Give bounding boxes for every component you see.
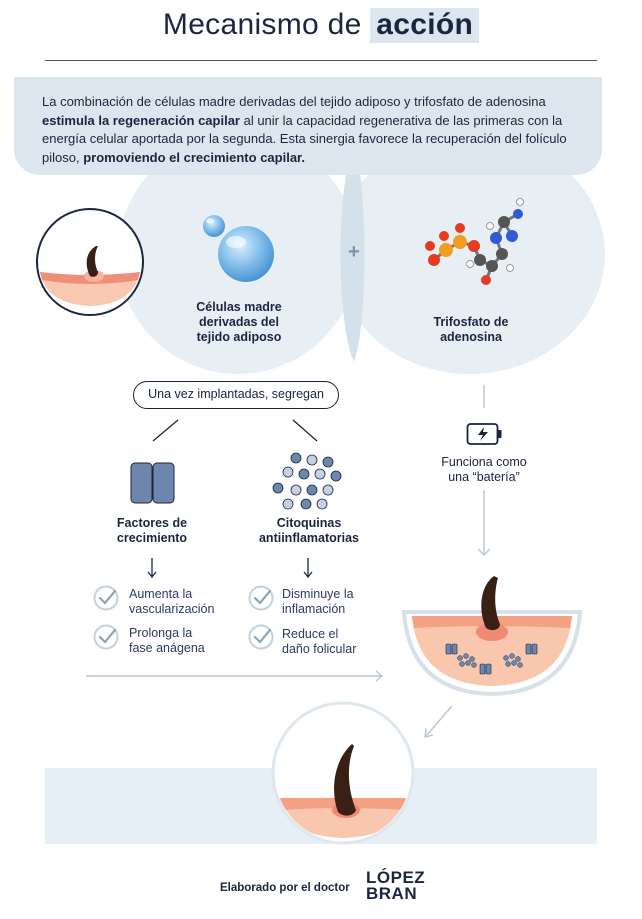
atp-label: [415, 315, 527, 345]
battery-label-line1: Funciona como: [441, 455, 527, 469]
check-icon: [248, 624, 274, 650]
hair-follicle-small-icon: [34, 206, 146, 318]
cells-label-line3: tejido adiposo: [196, 330, 282, 344]
growth-label-line2: crecimiento: [116, 531, 188, 545]
brand-logo: [366, 870, 425, 902]
effect-line1: Reduce el: [282, 627, 339, 641]
treated-scalp-icon: [398, 566, 586, 698]
growth-factors-icon: [130, 462, 176, 504]
battery-label: [430, 455, 538, 485]
cytokines-label-line2: antiinflamatorias: [258, 531, 360, 545]
cells-label-line2: derivadas del: [199, 315, 279, 329]
hair-follicle-result-icon: [270, 700, 416, 846]
effect-line1: Disminuye la: [282, 587, 354, 601]
effect-follicle-damage: [282, 627, 356, 657]
title-prefix: Mecanismo de: [162, 8, 362, 41]
check-icon: [93, 624, 119, 650]
logo-line1: LÓPEZ: [366, 868, 426, 887]
growth-label: [100, 516, 204, 546]
effect-line2: inflamación: [282, 602, 346, 616]
intro-panel: [14, 77, 602, 175]
atp-label-line2: adenosina: [440, 330, 502, 344]
cytokines-icon: [268, 452, 348, 510]
battery-label-line2: una “batería”: [448, 470, 520, 484]
intro-bold-2: promoviendo el crecimiento capilar.: [83, 149, 305, 165]
cytokines-label-line1: Citoquinas: [276, 516, 342, 530]
title-divider: [45, 60, 597, 61]
stem-cells-icon: [196, 210, 280, 286]
effect-vascularization: [129, 587, 214, 617]
check-icon: [248, 585, 274, 611]
atp-label-line1: Trifosfato de: [433, 315, 509, 329]
check-icon: [93, 585, 119, 611]
cells-label-line1: Células madre: [196, 300, 282, 314]
title-highlight: acción: [370, 8, 479, 43]
effect-line2: daño folicular: [282, 642, 357, 656]
logo-line2: BRAN: [366, 884, 418, 903]
intro-bold-1: estimula la regeneración capilar: [42, 112, 240, 128]
intro-text-1: La combinación de células madre derivadas del tejido adiposo y trifosfato de adenosina: [42, 94, 546, 109]
growth-label-line1: Factores de: [116, 516, 188, 530]
battery-icon: [466, 421, 504, 447]
secretion-pill: Una vez implantadas, segregan: [133, 381, 339, 409]
effect-line1: Prolonga la: [129, 626, 193, 640]
effect-anagen-phase: [129, 626, 205, 656]
intro-text-2: al unir la capacidad regenerativa de las primeras con la energía celular aportada por la segunda. Esta sinergia favorece la recuperación del folículo piloso,: [42, 112, 567, 165]
effect-line2: vascularización: [129, 602, 215, 616]
cells-label: [183, 300, 295, 345]
cytokines-label: [246, 516, 372, 546]
plus-sign: +: [348, 241, 360, 263]
effect-line2: fase anágena: [129, 641, 205, 655]
page-title: [0, 8, 642, 42]
footer-credit: Elaborado por el doctor: [220, 882, 350, 894]
effect-inflammation: [282, 587, 354, 617]
atp-molecule-icon: [420, 198, 528, 294]
effect-line1: Aumenta la: [129, 587, 193, 601]
